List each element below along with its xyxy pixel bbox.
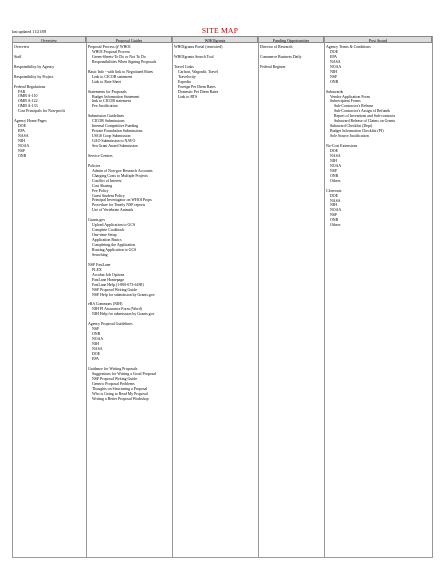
- site-map-link[interactable]: NOAA: [330, 64, 342, 69]
- column-header-overview: Overview: [12, 36, 86, 43]
- site-map-link[interactable]: NIH: [330, 158, 337, 163]
- column-divider: [258, 36, 259, 558]
- site-map-link[interactable]: FAR: [18, 89, 26, 94]
- site-map-section-link[interactable]: Statements for Proposals: [88, 89, 127, 94]
- site-map-section-link[interactable]: Staff: [14, 54, 22, 59]
- site-map-link[interactable]: Searching: [92, 252, 108, 257]
- site-map-link[interactable]: EPA: [92, 356, 99, 361]
- funding-opportunities-column: [260, 45, 324, 70]
- site-map-link[interactable]: NASA: [92, 347, 103, 351]
- site-map-link[interactable]: NIH: [18, 139, 25, 144]
- site-map-link[interactable]: Acrobat Job Options: [92, 272, 125, 277]
- site-map-link[interactable]: ONR: [330, 218, 339, 223]
- site-map-link[interactable]: NSF Proposal Writing Guide: [92, 287, 138, 292]
- site-map-link[interactable]: NSF: [330, 74, 338, 79]
- site-map-section-link[interactable]: Responsibility by Project: [14, 74, 54, 79]
- site-map-section-link[interactable]: Basic Info - with link to Negotiated Rates: [88, 69, 153, 74]
- site-map-link[interactable]: Generic Proposal Problems: [92, 381, 135, 386]
- site-map-link[interactable]: ONR: [18, 153, 27, 158]
- site-map-section-link[interactable]: Policies: [88, 163, 101, 168]
- site-map-link[interactable]: Private Foundation Submissions: [92, 129, 143, 134]
- site-map-link[interactable]: DOE: [330, 148, 338, 153]
- site-map-link[interactable]: Routing Application to GCS: [92, 247, 137, 252]
- column-divider: [432, 36, 433, 558]
- site-map-link[interactable]: Travelocity: [178, 74, 196, 79]
- site-map-link[interactable]: Conflict of Interest: [92, 178, 122, 183]
- site-map-link[interactable]: EPA: [330, 54, 337, 59]
- site-map-link[interactable]: Sole Source Justification: [330, 134, 369, 139]
- site-map-link[interactable]: OMB A-133: [18, 104, 38, 109]
- site-map-section-link[interactable]: Submission Guidelines: [88, 114, 124, 119]
- site-map-link[interactable]: Completing the Application: [92, 243, 136, 248]
- site-map-section-link[interactable]: Agency Home Pages: [14, 119, 47, 124]
- site-map-section-link[interactable]: eRA Commons (NIH): [88, 302, 123, 307]
- site-map-section-link[interactable]: Closeouts: [326, 188, 342, 193]
- site-map-link[interactable]: link to CICOR statement: [92, 99, 131, 104]
- site-map-link[interactable]: CICOR Submissions: [92, 119, 125, 124]
- site-map-section-link[interactable]: Subawards: [326, 89, 344, 94]
- site-map-link[interactable]: Others: [330, 223, 341, 228]
- site-map-link[interactable]: NOAA: [330, 208, 342, 213]
- site-map-link[interactable]: NSF Help for submission by Grants.gov: [92, 292, 155, 297]
- site-map-link[interactable]: NIH: [92, 342, 99, 347]
- site-map-link[interactable]: Application Basics: [92, 238, 122, 243]
- column-divider: [324, 36, 325, 558]
- site-map-link[interactable]: Green-Sheets-To Do or Not To Do: [92, 54, 146, 59]
- site-map-link[interactable]: Charging Costs to Multiple Projects: [92, 173, 148, 178]
- site-map-section-link[interactable]: NSF FastLane: [88, 262, 111, 267]
- site-map-link[interactable]: Subrecipient Forms: [330, 99, 361, 104]
- site-map-link[interactable]: Vendor Application Form: [330, 94, 370, 99]
- site-map-link[interactable]: ONR: [330, 79, 339, 84]
- site-map-link[interactable]: NOAA: [92, 337, 104, 342]
- last-updated-text: last updated 11/21/08: [12, 29, 47, 34]
- site-map-section-link[interactable]: Overview: [14, 45, 30, 49]
- site-map-link[interactable]: DOE: [92, 351, 100, 356]
- site-map-section-link[interactable]: Travel Links: [174, 64, 194, 69]
- site-map-link[interactable]: DOE: [18, 124, 26, 129]
- site-map-link[interactable]: DOE: [330, 193, 338, 198]
- site-map-section-link[interactable]: Proposal Process @ WHOI: [88, 45, 131, 49]
- site-map-link[interactable]: FastLane Homepage: [92, 277, 125, 282]
- site-map-link[interactable]: FLEX: [92, 267, 102, 272]
- site-map-link[interactable]: Guest Student Policy: [92, 193, 125, 198]
- site-map-link[interactable]: NASA: [18, 134, 29, 139]
- overview-column: [14, 45, 86, 159]
- site-map-link[interactable]: OMB A-110: [18, 94, 38, 99]
- site-map-link[interactable]: Domestic Per Diem Rates: [178, 89, 219, 94]
- site-map-link[interactable]: Upload Application to GCS: [92, 223, 136, 228]
- site-map-section-link[interactable]: Guidance for Writing Proposals: [88, 366, 138, 371]
- column-divider: [12, 36, 13, 558]
- site-map-section-link[interactable]: Service Centers: [88, 153, 113, 158]
- site-map-link[interactable]: USGS Coop Submission: [92, 134, 131, 139]
- site-map-link[interactable]: Foreign Per Diem Rates: [178, 84, 216, 89]
- site-map-link[interactable]: Fee Policy: [92, 188, 109, 193]
- column-divider: [86, 36, 87, 558]
- site-map-link[interactable]: NSF: [18, 148, 26, 153]
- site-map-link[interactable]: Expedia: [178, 79, 191, 84]
- site-map-link[interactable]: Principal Investigator on WHOI Props: [92, 198, 152, 203]
- site-map-link[interactable]: Budget Information Statement: [92, 94, 140, 99]
- site-map-section-link[interactable]: WHOIgrants Search Tool: [174, 54, 214, 59]
- site-map-section-link[interactable]: Federal Regulations: [14, 84, 46, 89]
- site-map-link[interactable]: Link to RTS: [178, 94, 198, 99]
- site-map-link[interactable]: NASA: [330, 59, 341, 64]
- site-map-section-link[interactable]: Responsibility by Agency: [14, 64, 55, 69]
- site-map-link[interactable]: FastLane Help (1-800-673-6188): [92, 282, 144, 287]
- proposal-guides-column: [88, 45, 172, 401]
- site-map-link[interactable]: NSF Proposal Writing Guide: [92, 376, 138, 381]
- post-award-column: [326, 45, 432, 228]
- site-map-link[interactable]: NSF: [92, 327, 100, 332]
- site-map-link[interactable]: OMB A-122: [18, 99, 38, 104]
- site-map-section-link[interactable]: Agency Terms & Conditions: [326, 45, 371, 49]
- column-header-whoigrants: WHOIgrants: [172, 36, 258, 43]
- site-map-link[interactable]: Responsibilities When Signing Proposals: [92, 59, 157, 64]
- site-map-link[interactable]: NIH: [330, 203, 337, 208]
- site-map-link[interactable]: One-time Setup: [92, 233, 117, 238]
- site-map-section-link[interactable]: No-Cost Extensions: [326, 144, 358, 149]
- site-map-link[interactable]: ONR: [92, 332, 101, 337]
- site-map-link[interactable]: Admin of Non-gov Research Accounts: [92, 168, 153, 173]
- site-map-link[interactable]: NIH: [330, 69, 337, 74]
- site-map-section-link[interactable]: WHOIgrants Portal (restricted): [174, 45, 223, 49]
- site-map-section-link[interactable]: Grants.gov: [88, 218, 106, 223]
- site-map-link[interactable]: Budget Information Checklist (PI): [330, 129, 384, 134]
- site-map-link[interactable]: NSF: [330, 213, 338, 218]
- site-map-link[interactable]: Fee Justification: [92, 104, 118, 109]
- site-map-link[interactable]: Complete Cookbook: [92, 228, 125, 233]
- site-map-link[interactable]: NASA: [330, 198, 341, 203]
- site-map-link[interactable]: NOAA: [18, 143, 30, 148]
- site-map-link[interactable]: NIH PI Assurance Form (Word): [92, 307, 142, 312]
- site-map-link[interactable]: Report of Inventions and Sub-contracts: [334, 114, 396, 119]
- site-map-link[interactable]: Link to CICOR statement: [92, 74, 133, 79]
- site-map-link[interactable]: Cost Principals for Non-profit: [18, 109, 65, 114]
- site-map-link[interactable]: DOE: [330, 49, 338, 54]
- site-map-link[interactable]: ONR: [330, 173, 339, 178]
- whoigrants-column: [174, 45, 258, 99]
- site-map-link[interactable]: Others: [330, 178, 341, 183]
- column-header-funding-opportunities: Funding Opportunities: [258, 36, 324, 43]
- table-bottom-border: [12, 557, 432, 558]
- site-map-link[interactable]: EPA: [18, 129, 25, 134]
- site-map-link[interactable]: Writing a Better Proposal Workshop: [92, 396, 149, 401]
- site-map-section-link[interactable]: Federal Register: [260, 64, 286, 69]
- site-map-link[interactable]: Who is Going to Read My Proposal: [92, 391, 148, 396]
- site-map-link[interactable]: Sea Grant Award Submission: [92, 144, 138, 149]
- site-map-link[interactable]: NSF: [330, 168, 338, 173]
- site-map-link[interactable]: WHOI Proposal Process: [92, 49, 131, 54]
- site-map-section-link[interactable]: Commerce Business Daily: [260, 54, 302, 59]
- site-map-link[interactable]: NIH Help for submission by Grants.gov: [92, 312, 155, 317]
- column-header-proposal-guides: Proposal Guides: [86, 36, 172, 43]
- column-header-post-award: Post Award: [324, 36, 432, 43]
- site-map-link[interactable]: Suggestions for Writing a Good Proposal: [92, 371, 157, 376]
- page-title: SITE MAP: [201, 26, 239, 35]
- site-map-link[interactable]: NOAA: [330, 163, 342, 168]
- site-map-link[interactable]: Link to Rate Sheet: [92, 79, 122, 84]
- site-map-link[interactable]: Procedure for Timely NSF reports: [92, 203, 146, 208]
- site-map-section-link[interactable]: Agency Proposal Guidelines: [88, 322, 133, 327]
- site-map-link[interactable]: Carlson, Wagonlit, Travel: [178, 69, 219, 74]
- site-map-link[interactable]: Use of Vertebrate Animals: [92, 208, 134, 213]
- site-map-link[interactable]: Thoughts on Structuring a Proposal: [92, 386, 148, 391]
- column-divider: [172, 36, 173, 558]
- site-map-link[interactable]: GAO Submission to NAVO: [92, 139, 136, 144]
- site-map-link[interactable]: Internal Competitive Funding: [92, 124, 139, 129]
- site-map-link[interactable]: Subaward Checklist (Dept): [330, 124, 373, 129]
- site-map-link[interactable]: Cost Sharing: [92, 183, 113, 188]
- site-map-link[interactable]: Sub-Contractor's Release: [334, 104, 374, 109]
- site-map-link[interactable]: Sub-Contractor's Assign of Refunds: [334, 109, 390, 114]
- site-map-section-link[interactable]: Director of Research: [260, 45, 293, 49]
- site-map-link[interactable]: Subaward Release of Claims on Grants: [334, 119, 396, 124]
- site-map-link[interactable]: NASA: [330, 153, 341, 158]
